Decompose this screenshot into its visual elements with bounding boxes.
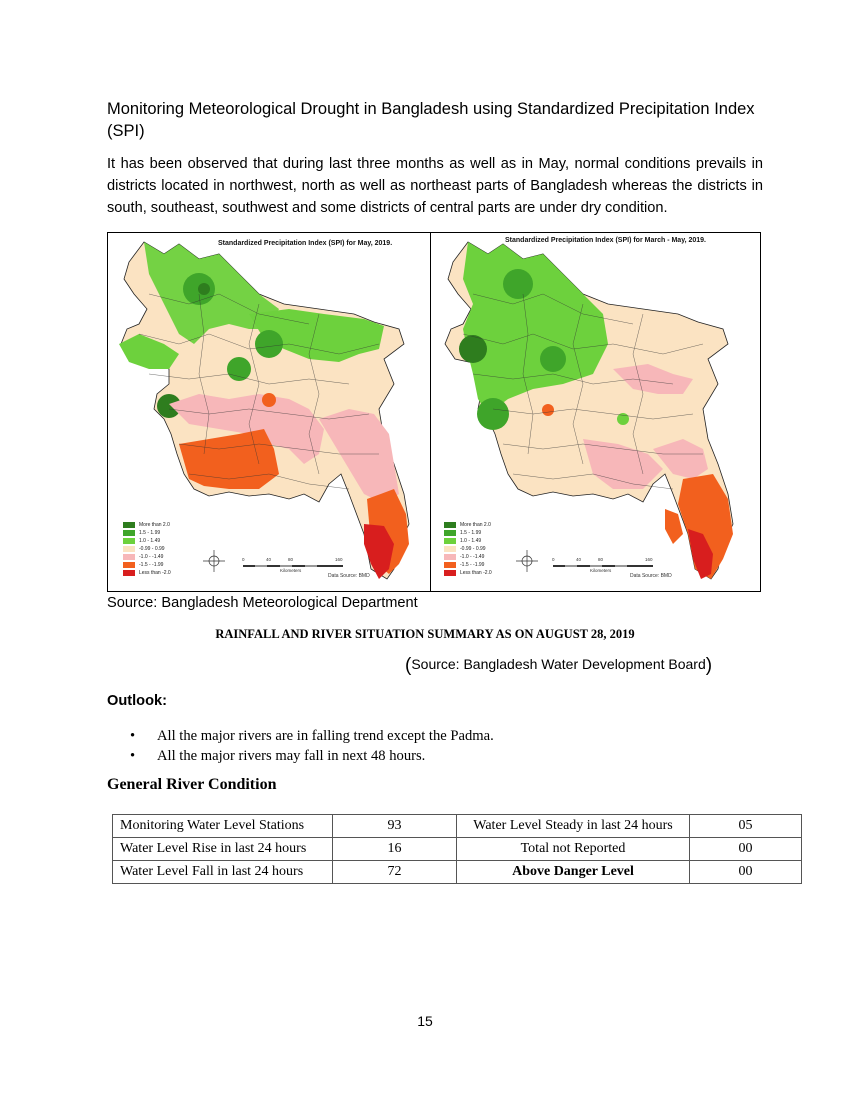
legend-item [444, 569, 492, 577]
scale-tick: 0 [552, 557, 555, 562]
legend-label: -0.99 - 0.99 [460, 546, 486, 552]
spi-maps-figure [107, 232, 761, 592]
table-cell: 93 [333, 815, 457, 838]
legend-label: -1.0 - -1.49 [139, 554, 164, 560]
legend-item [444, 545, 492, 553]
outlook-label: Outlook: [107, 693, 167, 709]
data-source: Data Source: BMD [328, 573, 370, 579]
table-cell: Monitoring Water Level Stations [113, 815, 333, 838]
legend-item [444, 553, 492, 561]
legend-label: More than 2.0 [139, 522, 170, 528]
table-cell: 00 [690, 861, 802, 884]
legend-item [123, 521, 171, 529]
legend-item [123, 561, 171, 569]
legend-item [123, 553, 171, 561]
table-cell: 16 [333, 838, 457, 861]
section-title: General River Condition [107, 776, 277, 793]
legend-swatch [123, 546, 135, 552]
scale-tick: 80 [598, 557, 604, 562]
map-title: Standardized Precipitation Index (SPI) for March - May, 2019. [505, 237, 706, 244]
map-title: Standardized Precipitation Index (SPI) for May, 2019. [218, 240, 393, 247]
open-paren: ( [405, 655, 412, 676]
map-legend [444, 521, 492, 577]
legend-swatch [123, 530, 135, 536]
legend-label: -1.0 - -1.49 [460, 554, 485, 560]
map-legend [123, 521, 171, 577]
legend-swatch [444, 570, 456, 576]
legend-swatch [123, 554, 135, 560]
legend-item [444, 561, 492, 569]
scale-tick: 0 [242, 557, 245, 562]
data-source: Data Source: BMD [630, 573, 672, 579]
table-row [113, 861, 802, 884]
scale-tick: 160 [645, 557, 653, 562]
legend-item [444, 537, 492, 545]
table-cell: 72 [333, 861, 457, 884]
scale-tick: 160 [335, 557, 343, 562]
outlook-list [130, 726, 494, 766]
legend-swatch [444, 522, 456, 528]
legend-item [444, 521, 492, 529]
table-cell: Water Level Steady in last 24 hours [457, 815, 690, 838]
page-number: 15 [417, 1013, 433, 1029]
intro-paragraph: It has been observed that during last three months as well as in May, normal conditions prevails in districts located in northwest, north as well as northeast parts of Bangladesh whereas the districts in south, southeast, southwest and some districts of central parts are under dry condition. [107, 156, 763, 216]
legend-swatch [444, 538, 456, 544]
table-cell: 05 [690, 815, 802, 838]
legend-item [123, 537, 171, 545]
legend-label: -1.5 - -1.99 [460, 562, 485, 568]
table-cell: 00 [690, 838, 802, 861]
scale-unit: Kilometers [280, 568, 302, 573]
legend-swatch [444, 554, 456, 560]
figure-divider [430, 232, 431, 592]
legend-item [123, 569, 171, 577]
north-arrow-icon [515, 549, 539, 573]
table-cell: Total not Reported [457, 838, 690, 861]
legend-label: Less than -2.0 [139, 570, 171, 576]
table-cell: Water Level Rise in last 24 hours [113, 838, 333, 861]
list-item: • All the major rivers may fall in next 48 hours. [130, 746, 494, 766]
legend-label: -0.99 - 0.99 [139, 546, 165, 552]
list-item: • All the major rivers are in falling trend except the Padma. [130, 726, 494, 746]
legend-label: 1.5 - 1.99 [139, 530, 161, 536]
figure-source: Source: Bangladesh Meteorological Department [107, 595, 418, 611]
legend-item [444, 529, 492, 537]
legend-label: Less than -2.0 [460, 570, 492, 576]
legend-swatch [444, 562, 456, 568]
scale-tick: 80 [288, 557, 294, 562]
legend-label: More than 2.0 [460, 522, 491, 528]
legend-label: 1.5 - 1.99 [460, 530, 482, 536]
summary-source [405, 655, 712, 677]
river-condition-table [112, 814, 802, 884]
legend-label: 1.0 - 1.49 [139, 538, 161, 544]
north-arrow-icon [202, 549, 226, 573]
table-cell: Water Level Fall in last 24 hours [113, 861, 333, 884]
table-row [113, 815, 802, 838]
scale-tick: 40 [266, 557, 272, 562]
legend-swatch [123, 538, 135, 544]
legend-item [123, 529, 171, 537]
legend-swatch [444, 530, 456, 536]
close-paren: ) [705, 655, 713, 676]
legend-swatch [444, 546, 456, 552]
legend-swatch [123, 562, 135, 568]
legend-swatch [123, 522, 135, 528]
page-heading: Monitoring Meteorological Drought in Bangladesh using Standardized Precipitation Index (SPI) [107, 100, 755, 140]
legend-item [123, 545, 171, 553]
legend-swatch [123, 570, 135, 576]
scale-tick: 40 [576, 557, 582, 562]
legend-label: -1.5 - -1.99 [139, 562, 164, 568]
summary-source-text: Source: Bangladesh Water Development Board [411, 656, 706, 672]
scale-unit: Kilometers [590, 568, 612, 573]
table-cell: Above Danger Level [457, 861, 690, 884]
summary-title: RAINFALL AND RIVER SITUATION SUMMARY AS ON AUGUST 28, 2019 [215, 627, 635, 641]
legend-label: 1.0 - 1.49 [460, 538, 482, 544]
table-row [113, 838, 802, 861]
